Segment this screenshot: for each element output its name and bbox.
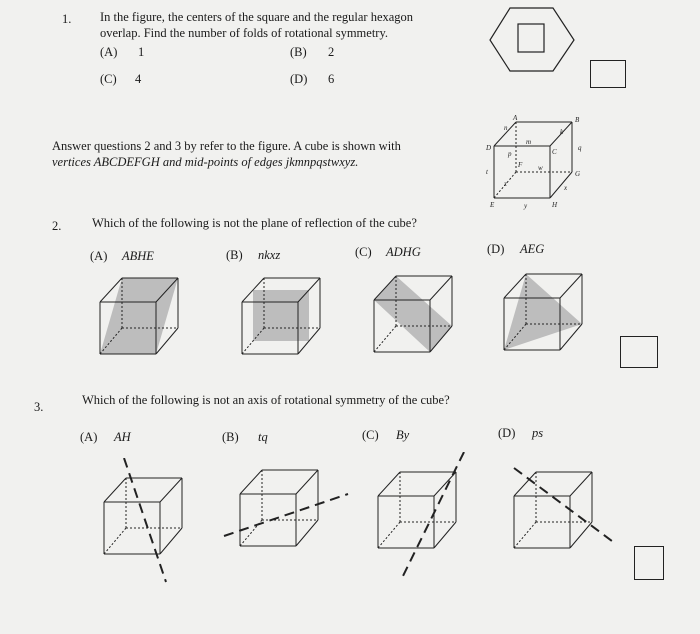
cube-label-q: q [578, 144, 582, 152]
cube-label-z: z [504, 180, 507, 188]
q1-option-d-value: 6 [328, 72, 335, 86]
q1-option-b-value: 2 [328, 45, 335, 59]
cube-label-c: C [552, 148, 557, 156]
cube-label-n: n [504, 124, 508, 132]
q3-cube-c [364, 452, 484, 582]
q1-answer-box[interactable] [590, 60, 626, 88]
q2-cube-b [228, 268, 348, 368]
q2-text: Which of the following is not the plane of reflection of the cube? [92, 216, 417, 230]
q2-option-b-letter: (B) [226, 248, 243, 262]
q3-text: Which of the following is not an axis of rotational symmetry of the cube? [82, 393, 450, 407]
q2-cube-c [360, 266, 480, 366]
q1-option-d-letter: (D) [290, 72, 308, 86]
cube-label-f: F [518, 161, 523, 169]
cube-label-p: p [508, 150, 512, 158]
cube-label-x: x [564, 184, 568, 192]
q1-option-a-value: 1 [138, 45, 145, 59]
cube-label-t: t [486, 168, 488, 176]
q1-text-line2: overlap. Find the number of folds of rotational symmetry. [100, 26, 389, 40]
q3-number: 3. [34, 400, 44, 414]
q3-option-d-letter: (D) [498, 426, 516, 440]
cube-label-h: H [552, 201, 558, 209]
q3-cube-a [90, 458, 210, 588]
q2-answer-box[interactable] [620, 336, 658, 368]
q2-cube-d [490, 264, 610, 364]
cube-label-g: G [575, 170, 581, 178]
q2-option-a-value: ABHE [122, 249, 154, 263]
intro-line2: vertices ABCDEFGH and mid-points of edges jkmnpqstwxyz. [52, 155, 359, 169]
q2-number: 2. [52, 219, 62, 233]
q3-option-a-letter: (A) [80, 430, 98, 444]
q1-option-c-letter: (C) [100, 72, 117, 86]
cube-label-k: k [560, 128, 564, 136]
q3-option-a-value: AH [114, 430, 131, 444]
q2-cube-a [86, 268, 206, 368]
q2-option-c-letter: (C) [355, 245, 372, 259]
q1-number: 1. [62, 12, 72, 26]
q2-option-a-letter: (A) [90, 249, 108, 263]
q3-answer-box[interactable] [634, 546, 664, 580]
q3-option-d-value: ps [532, 426, 544, 440]
cube-label-y: y [524, 202, 528, 210]
q2-option-d-value: AEG [520, 242, 545, 256]
cube-label-m: m [526, 138, 532, 146]
cube-label-a: A [513, 114, 518, 122]
cube-label-d: D [486, 144, 492, 152]
q3-cube-b [222, 458, 352, 578]
hexagon-square-figure [488, 5, 578, 75]
q1-option-b-letter: (B) [290, 45, 307, 59]
q2-option-b-value: nkxz [258, 248, 281, 262]
cube-label-b: B [575, 116, 580, 124]
q1-text-line1: In the figure, the centers of the square and the regular hexagon [100, 10, 414, 24]
intro-line1: Answer questions 2 and 3 by refer to the figure. A cube is shown with [52, 139, 401, 153]
cube-label-w: w [538, 164, 543, 172]
q3-option-c-value: By [396, 428, 410, 442]
cube-label-e: E [490, 201, 495, 209]
reference-cube [480, 110, 610, 210]
q1-option-a-letter: (A) [100, 45, 118, 59]
q3-option-b-value: tq [258, 430, 268, 444]
q3-option-c-letter: (C) [362, 428, 379, 442]
q1-option-c-value: 4 [135, 72, 142, 86]
q3-cube-d [500, 452, 630, 582]
q3-option-b-letter: (B) [222, 430, 239, 444]
q2-option-d-letter: (D) [487, 242, 505, 256]
q2-option-c-value: ADHG [386, 245, 421, 259]
